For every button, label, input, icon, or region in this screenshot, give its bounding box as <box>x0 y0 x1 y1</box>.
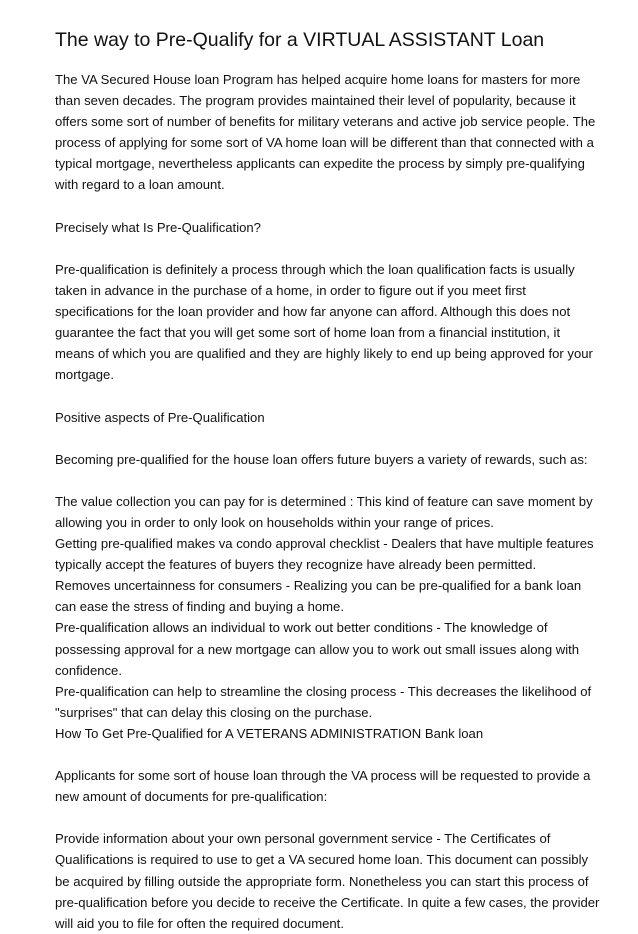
applicants-paragraph: Applicants for some sort of house loan through the VA process will be requested to provide a new amount of documents for pre-qualification: <box>55 768 591 805</box>
benefit-item: Getting pre-qualified makes va condo approval checklist - Dealers that have multiple features typically accept the features of buyers they recognize have already been permitted. <box>55 536 594 573</box>
benefit-item: Removes uncertainness for consumers - Realizing you can be pre-qualified for a bank loan can ease the stress of finding and buying a home. <box>55 578 582 615</box>
definition-paragraph: Pre-qualification is definitely a process through which the loan qualification facts is usually taken in advance in the purchase of a home, in order to figure out if you meet first specifications for the loan provider and how far anyone can afford. Although this does not guarantee the fact that you will get some sort of home loan from a financial institution, it means of which you are qualified and they are highly likely to end up being approved for your mortgage. <box>55 261 593 383</box>
benefit-item: The value collection you can pay for is determined : This kind of feature can save moment by allowing you in order to only look on households within your range of prices. <box>55 493 593 530</box>
document-page <box>55 28 600 934</box>
rewards-paragraph: Becoming pre-qualified for the house loan offers future buyers a variety of rewards, such as: <box>55 451 588 467</box>
heading-positive-aspects: Positive aspects of Pre-Qualification <box>55 409 265 425</box>
how-to-get-heading: How To Get Pre-Qualified for A VETERANS ADMINISTRATION Bank loan <box>55 725 484 741</box>
benefit-item: Pre-qualification allows an individual to work out better conditions - The knowledge of possessing approval for a new mortgage can allow you to work out small issues along with confidence. <box>55 620 580 678</box>
document-title: The way to Pre-Qualify for a VIRTUAL ASSISTANT Loan <box>55 29 545 51</box>
service-paragraph: Provide information about your own personal government service - The Certificates of Qualifications is required to use to get a VA secured home loan. This document can possibly be acquired by filling outside the appropriate form. Nonetheless you can start this process of pre-qualification before you decide to receive the Certificate. In quite a few cases, the provider will aid you to file for often the required document. <box>55 831 600 931</box>
benefit-item: Pre-qualification can help to streamline the closing process - This decreases the likelihood of "surprises" that can delay this closing on the purchase. <box>55 683 592 720</box>
benefits-list <box>55 491 600 744</box>
heading-what-is-prequalification: Precisely what Is Pre-Qualification? <box>55 219 261 235</box>
intro-paragraph: The VA Secured House loan Program has helped acquire home loans for masters for more than seven decades. The program provides maintained their level of popularity, because it offers some sort of number of benefits for military veterans and active job service people. The process of applying for some sort of VA home loan will be different than that connected with a typical mortgage, nevertheless applicants can expedite the process by simply pre-qualifying with regard to a loan amount. <box>55 72 596 193</box>
